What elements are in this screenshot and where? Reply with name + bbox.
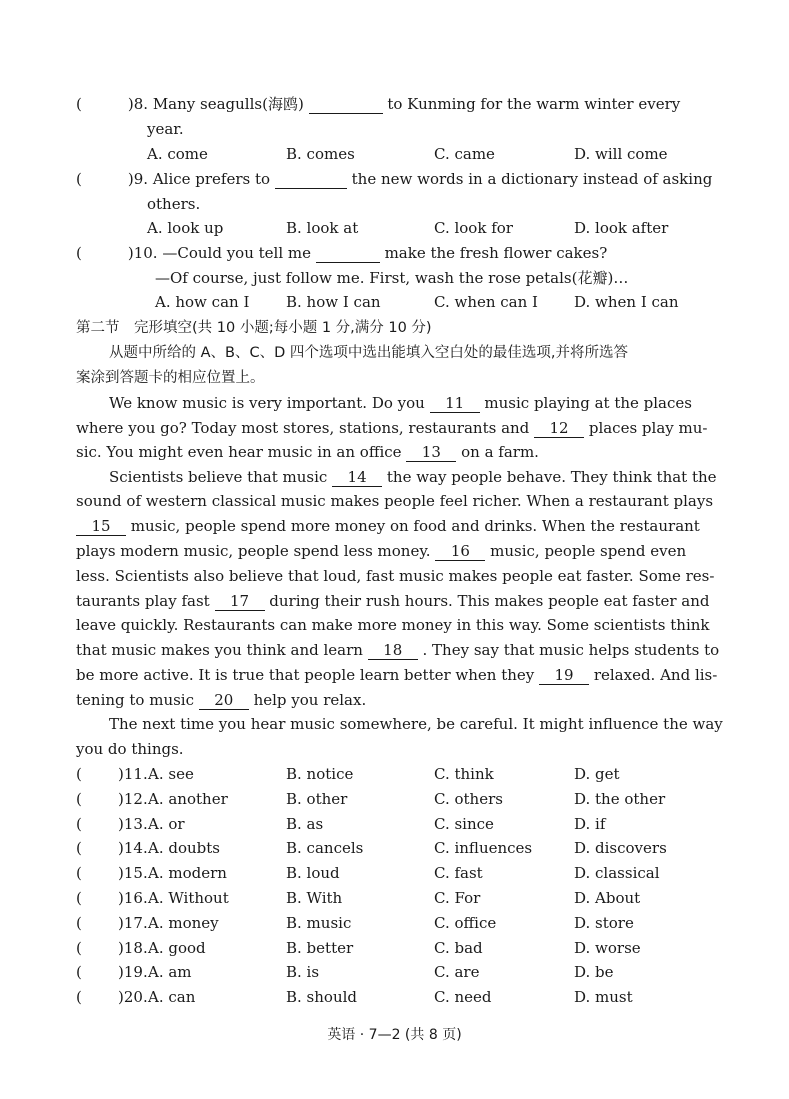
option-a: A. can <box>148 988 196 1006</box>
option-d: D. be <box>574 963 614 981</box>
blank-15[interactable]: 15 <box>76 517 126 536</box>
option-d: D. store <box>574 914 634 932</box>
option-a: A. another <box>148 790 228 808</box>
passage-line: where you go? Today most stores, stations, restaurants and 12 places play mu- <box>76 419 708 437</box>
option-c: C. since <box>434 815 494 833</box>
option-b: B. music <box>286 914 352 932</box>
blank-18[interactable]: 18 <box>368 641 418 660</box>
passage-line: leave quickly. Restaurants can make more money in this way. Some scientists think <box>76 616 710 634</box>
answer-paren[interactable]: ( <box>76 790 82 808</box>
option-b: B. loud <box>286 864 340 882</box>
option-c: C. bad <box>434 939 483 957</box>
question-number: )19. <box>118 963 148 981</box>
option-a: A. Without <box>148 889 229 907</box>
answer-paren[interactable]: ( <box>76 939 82 957</box>
passage-line: The next time you hear music somewhere, be careful. It might influence the way <box>109 715 723 733</box>
option-c: C. think <box>434 765 494 783</box>
question-number: )18. <box>118 939 148 957</box>
option-a: A. good <box>148 939 206 957</box>
option-b: B. cancels <box>286 839 364 857</box>
question-number: )13. <box>118 815 148 833</box>
question-10-cont: —Of course, just follow me. First, wash the rose petals(花瓣)… <box>155 269 629 287</box>
option-a: A. money <box>148 914 219 932</box>
option-c: C. office <box>434 914 497 932</box>
blank-13[interactable]: 13 <box>406 443 456 462</box>
option-c: C. influences <box>434 839 533 857</box>
question-9-cont: others. <box>147 195 201 213</box>
question-number: )17. <box>118 914 148 932</box>
blank-16[interactable]: 16 <box>435 542 485 561</box>
passage-line: be more active. It is true that people learn better when they 19 relaxed. And lis- <box>76 666 718 684</box>
blank-14[interactable]: 14 <box>332 468 382 487</box>
blank-19[interactable]: 19 <box>539 666 589 685</box>
section-instruction: 案涂到答题卡的相应位置上。 <box>76 370 265 386</box>
question-8: ( )8. Many seagulls(海鸥) to Kunming for the warm winter every <box>76 95 681 113</box>
option-c: C. For <box>434 889 481 907</box>
option-c: C. need <box>434 988 492 1006</box>
passage-line: plays modern music, people spend less money. 16 music, people spend even <box>76 542 687 560</box>
option-b: B. other <box>286 790 348 808</box>
answer-paren[interactable]: ( <box>76 815 82 833</box>
option-a: A. how can I <box>155 293 250 311</box>
answer-blank[interactable] <box>316 244 380 263</box>
question-8-cont: year. <box>147 120 184 138</box>
passage-line: We know music is very important. Do you 11 music playing at the places <box>109 394 692 412</box>
option-c: C. others <box>434 790 503 808</box>
answer-blank[interactable] <box>275 170 347 189</box>
option-b: B. better <box>286 939 354 957</box>
option-c: C. are <box>434 963 480 981</box>
option-c: C. fast <box>434 864 483 882</box>
question-number: )15. <box>118 864 148 882</box>
section-heading: 第二节 完形填空(共 10 小题;每小题 1 分,满分 10 分) <box>76 320 432 336</box>
passage-line: taurants play fast 17 during their rush hours. This makes people eat faster and <box>76 592 710 610</box>
answer-paren[interactable]: ( <box>76 889 82 907</box>
option-a: A. modern <box>148 864 227 882</box>
option-b: B. comes <box>286 145 355 163</box>
option-d: D. worse <box>574 939 641 957</box>
question-number: )14. <box>118 839 148 857</box>
answer-paren[interactable]: ( <box>76 963 82 981</box>
option-b: B. how I can <box>286 293 381 311</box>
option-b: B. as <box>286 815 324 833</box>
option-a: A. doubts <box>148 839 220 857</box>
option-c: C. when can I <box>434 293 538 311</box>
blank-17[interactable]: 17 <box>215 592 265 611</box>
option-d: D. if <box>574 815 606 833</box>
option-a: A. am <box>148 963 192 981</box>
option-b: B. notice <box>286 765 354 783</box>
answer-paren[interactable]: ( <box>76 914 82 932</box>
passage-line: that music makes you think and learn 18 . They say that music helps students to <box>76 641 720 659</box>
answer-paren[interactable]: ( <box>76 765 82 783</box>
question-number: )11. <box>118 765 148 783</box>
option-d: D. discovers <box>574 839 667 857</box>
question-number: )12. <box>118 790 148 808</box>
option-b: B. look at <box>286 219 359 237</box>
blank-12[interactable]: 12 <box>534 419 584 438</box>
option-b: B. With <box>286 889 343 907</box>
option-b: B. is <box>286 963 320 981</box>
option-a: A. see <box>148 765 194 783</box>
page-footer: 英语 · 7—2 (共 8 页) <box>327 1027 462 1043</box>
answer-paren[interactable]: ( <box>76 988 82 1006</box>
passage-line: 15 music, people spend more money on food and drinks. When the restaurant <box>76 516 700 536</box>
option-a: A. or <box>148 815 185 833</box>
passage-line: sic. You might even hear music in an office 13 on a farm. <box>76 443 539 461</box>
option-d: D. get <box>574 765 620 783</box>
passage-line: sound of western classical music makes people feel richer. When a restaurant plays <box>76 492 714 510</box>
question-number: )16. <box>118 889 148 907</box>
section-instruction: 从题中所给的 A、B、C、D 四个选项中选出能填入空白处的最佳选项,并将所选答 <box>109 345 628 361</box>
passage-line: you do things. <box>76 740 184 758</box>
option-d: D. look after <box>574 219 669 237</box>
option-d: D. will come <box>574 145 668 163</box>
question-9: ( )9. Alice prefers to the new words in a dictionary instead of asking <box>76 170 713 188</box>
option-c: C. came <box>434 145 495 163</box>
option-c: C. look for <box>434 219 513 237</box>
answer-blank[interactable] <box>309 95 383 114</box>
passage-line: tening to music 20 help you relax. <box>76 691 367 709</box>
option-d: D. when I can <box>574 293 679 311</box>
passage-line: less. Scientists also believe that loud, fast music makes people eat faster. Some res- <box>76 567 715 585</box>
option-d: D. the other <box>574 790 666 808</box>
blank-20[interactable]: 20 <box>199 691 249 710</box>
answer-paren[interactable]: ( <box>76 864 82 882</box>
option-a: A. look up <box>147 219 224 237</box>
answer-paren[interactable]: ( <box>76 839 82 857</box>
option-d: D. classical <box>574 864 660 882</box>
question-number: )20. <box>118 988 148 1006</box>
option-a: A. come <box>147 145 208 163</box>
blank-11[interactable]: 11 <box>430 394 480 413</box>
passage-line: Scientists believe that music 14 the way people behave. They think that the <box>109 468 717 486</box>
option-d: D. About <box>574 889 641 907</box>
option-b: B. should <box>286 988 358 1006</box>
question-10: ( )10. —Could you tell me make the fresh flower cakes? <box>76 244 608 262</box>
option-d: D. must <box>574 988 633 1006</box>
